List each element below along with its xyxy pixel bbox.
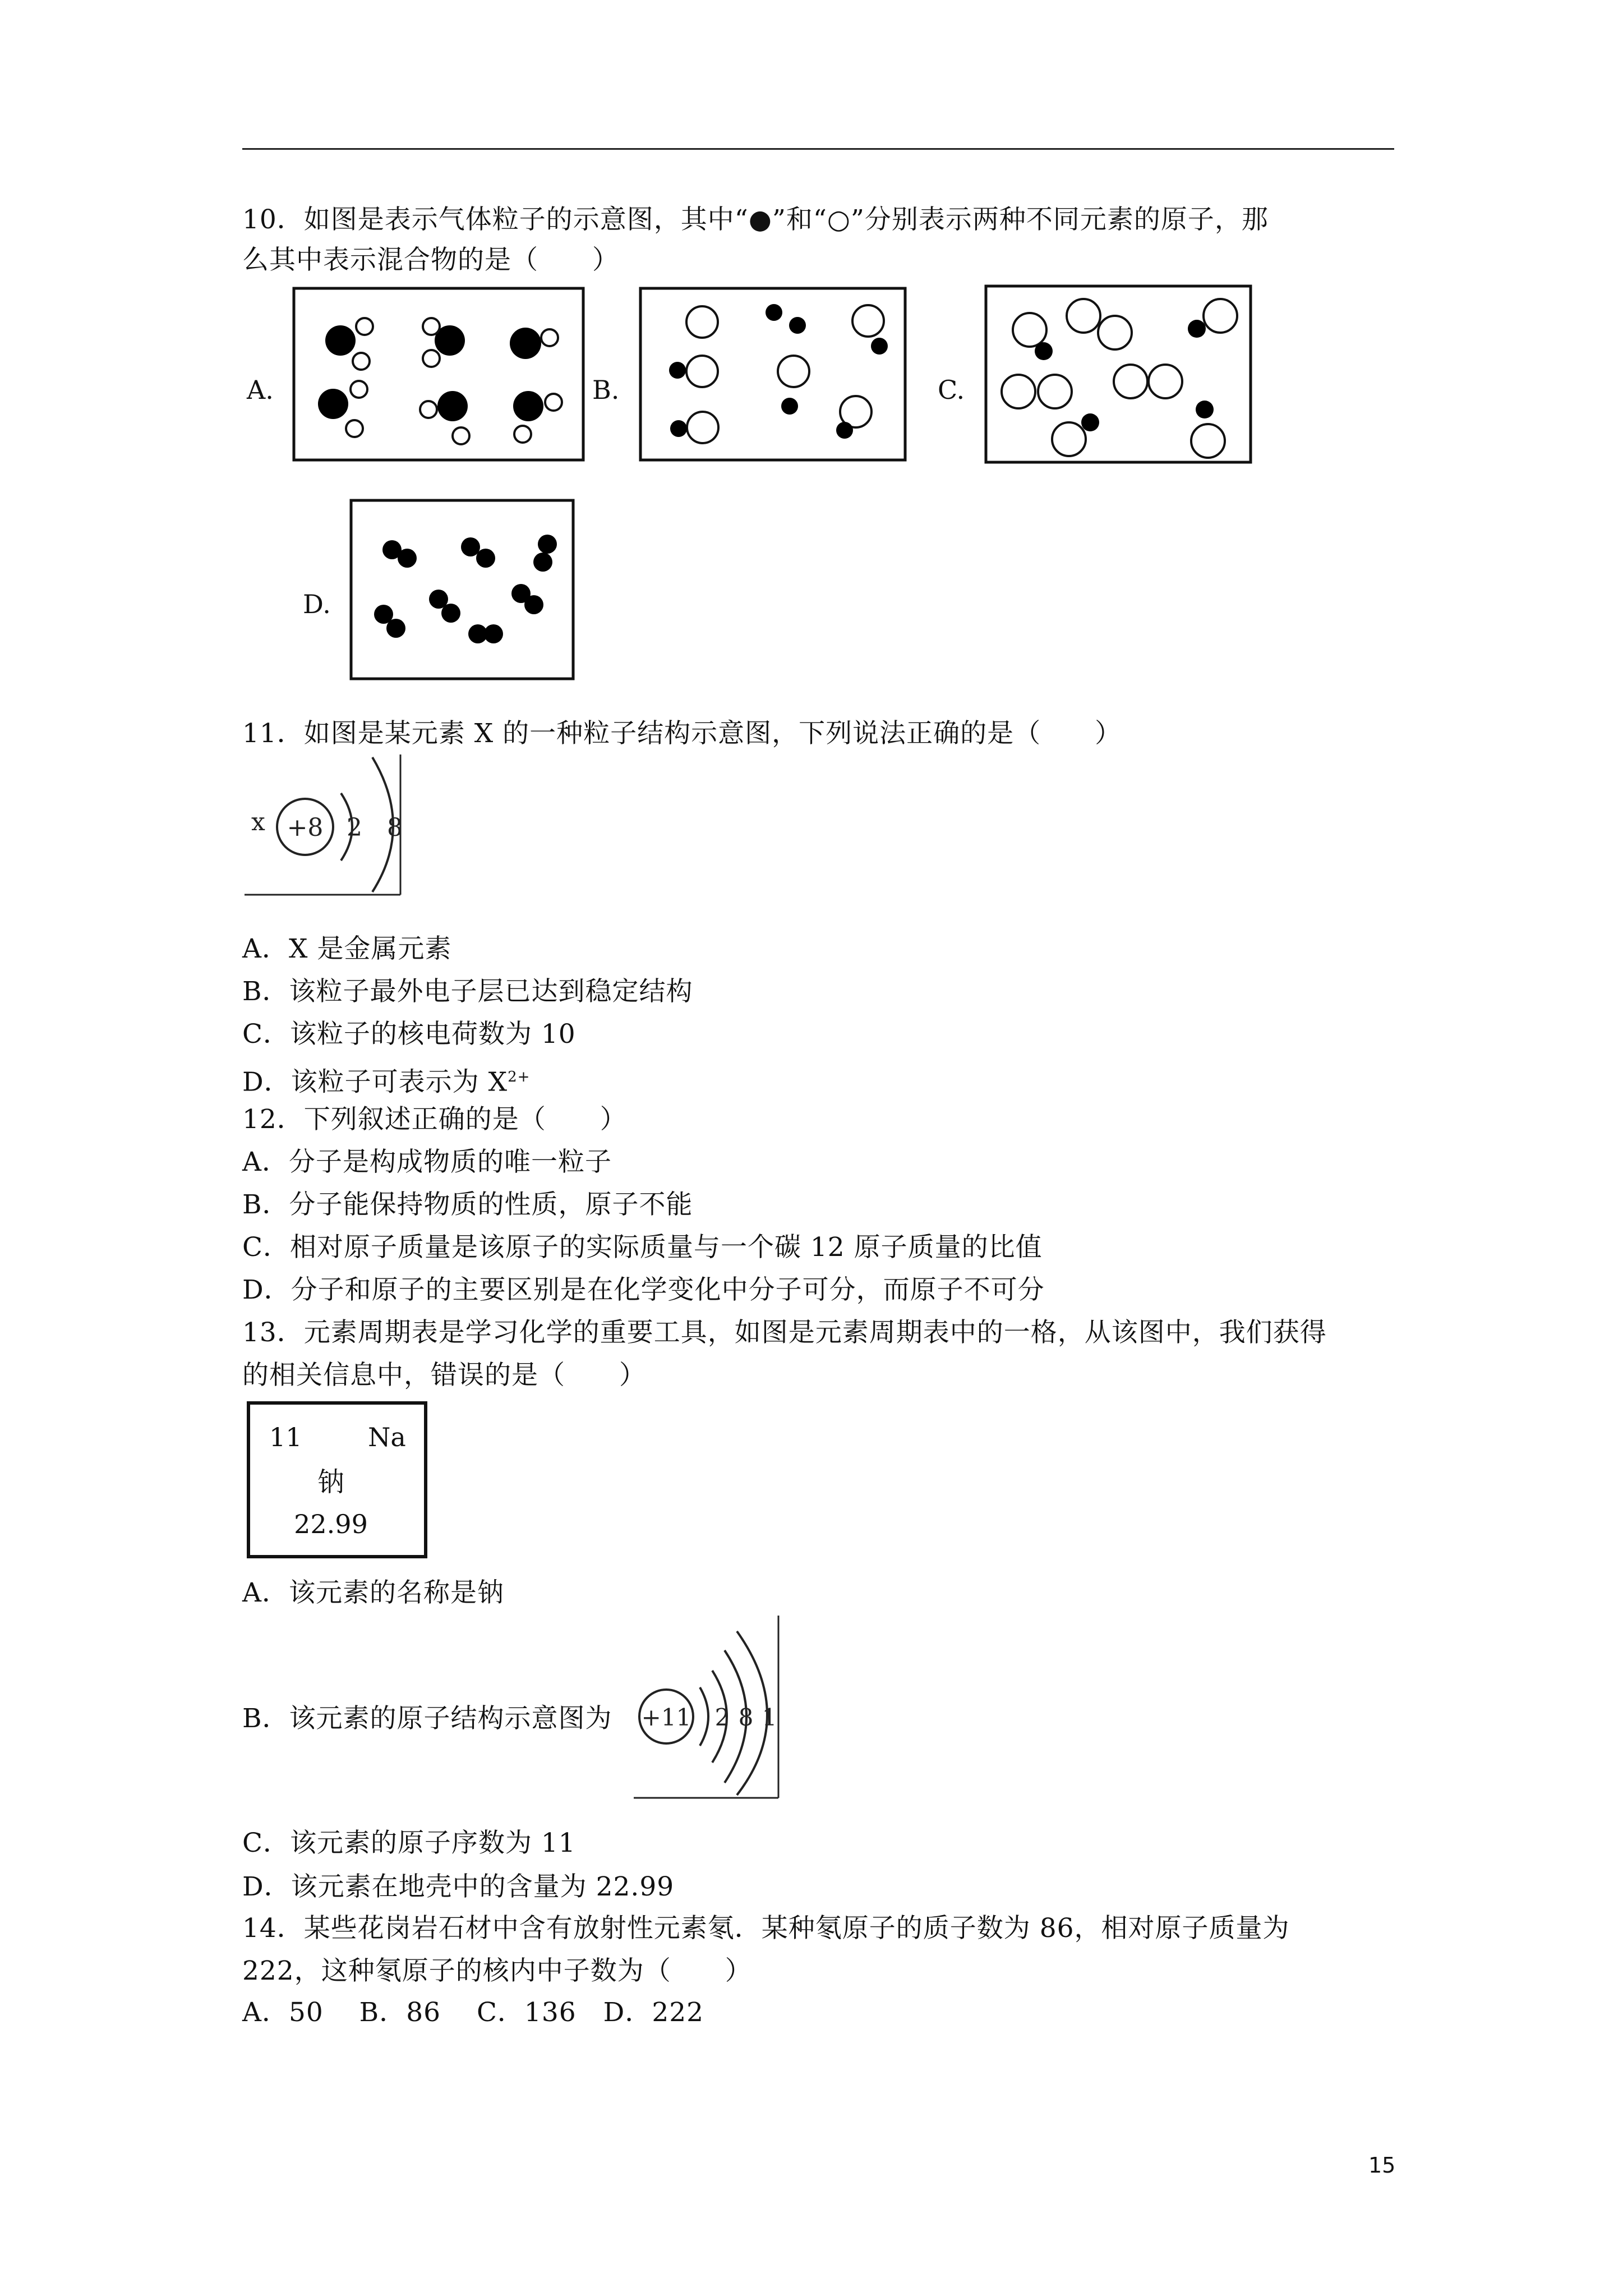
q11-option-d[interactable] xyxy=(242,1060,530,1099)
na-nucleus: +11 xyxy=(641,1704,691,1731)
q13-stem-line2: 的相关信息中，错误的是（ ） xyxy=(242,1360,646,1391)
q11-symbol: x xyxy=(251,808,265,836)
q11-option-b[interactable]: B．该粒子最外电子层已达到稳定结构 xyxy=(242,976,693,1007)
cell-element-name: 钠 xyxy=(317,1466,345,1498)
q10-stem-line1: 10．如图是表示气体粒子的示意图，其中“●”和“○”分别表示两种不同元素的原子，那 xyxy=(242,204,1269,235)
q11-option-d-text: D．该粒子可表示为 X xyxy=(242,1066,508,1098)
q13-na-structure-diagram xyxy=(634,1616,785,1801)
q11-option-c[interactable]: C．该粒子的核电荷数为 10 xyxy=(242,1019,576,1050)
q10-option-b-label[interactable]: B. xyxy=(592,375,620,405)
q12-option-b[interactable]: B．分子能保持物质的性质，原子不能 xyxy=(242,1189,693,1220)
q11-structure-diagram xyxy=(245,752,407,898)
q10-option-d-label[interactable]: D. xyxy=(303,589,331,619)
q10-diagram-b xyxy=(639,287,906,461)
q11-stem: 11．如图是某元素 X 的一种粒子结构示意图，下列说法正确的是（ ） xyxy=(242,718,1122,749)
q10-option-c-label[interactable]: C. xyxy=(938,375,965,405)
q11-shell2-count: 8 xyxy=(387,813,403,842)
q14-stem-line1: 14．某些花岗岩石材中含有放射性元素氡．某种氡原子的质子数为 86，相对原子质量为 xyxy=(242,1913,1290,1944)
q11-shell1-count: 2 xyxy=(347,813,362,842)
q12-option-a[interactable]: A．分子是构成物质的唯一粒子 xyxy=(242,1147,612,1177)
q14-options[interactable]: A．50 B．86 C．136 D．222 xyxy=(242,1997,704,2028)
na-shell3-count: 1 xyxy=(762,1704,777,1731)
q10-diagram-a xyxy=(293,287,584,461)
q11-option-d-charge: 2+ xyxy=(508,1069,531,1085)
header-rule xyxy=(242,148,1394,150)
q12-option-d[interactable]: D．分子和原子的主要区别是在化学变化中分子可分，而原子不可分 xyxy=(242,1274,1045,1305)
q12-option-c[interactable]: C．相对原子质量是该原子的实际质量与一个碳 12 原子质量的比值 xyxy=(242,1232,1043,1263)
na-shell1-count: 2 xyxy=(714,1704,730,1731)
q13-option-b[interactable]: B．该元素的原子结构示意图为 xyxy=(242,1703,612,1734)
cell-symbol: Na xyxy=(368,1422,406,1452)
na-shell2-count: 8 xyxy=(738,1704,754,1731)
q13-stem-line1: 13．元素周期表是学习化学的重要工具，如图是元素周期表中的一格，从该图中，我们获得 xyxy=(242,1317,1327,1348)
q10-diagram-c xyxy=(985,285,1252,463)
q11-nucleus: +8 xyxy=(287,813,324,842)
page-number: 15 xyxy=(1368,2153,1396,2178)
q13-option-d[interactable]: D．该元素在地壳中的含量为 22.99 xyxy=(242,1871,675,1902)
q12-stem: 12．下列叙述正确的是（ ） xyxy=(242,1104,627,1135)
periodic-table-cell xyxy=(247,1401,427,1558)
q10-stem-line2: 么其中表示混合物的是（ ） xyxy=(242,245,619,275)
cell-atomic-mass: 22.99 xyxy=(294,1509,368,1539)
q10-option-a-label[interactable]: A. xyxy=(247,375,274,405)
q13-option-c[interactable]: C．该元素的原子序数为 11 xyxy=(242,1828,576,1858)
q10-diagram-d xyxy=(350,499,574,680)
q11-option-a[interactable]: A．X 是金属元素 xyxy=(242,933,452,964)
q13-option-a[interactable]: A．该元素的名称是钠 xyxy=(242,1577,504,1608)
cell-atomic-number: 11 xyxy=(269,1422,302,1452)
q14-stem-line2: 222，这种氡原子的核内中子数为（ ） xyxy=(242,1955,752,1986)
